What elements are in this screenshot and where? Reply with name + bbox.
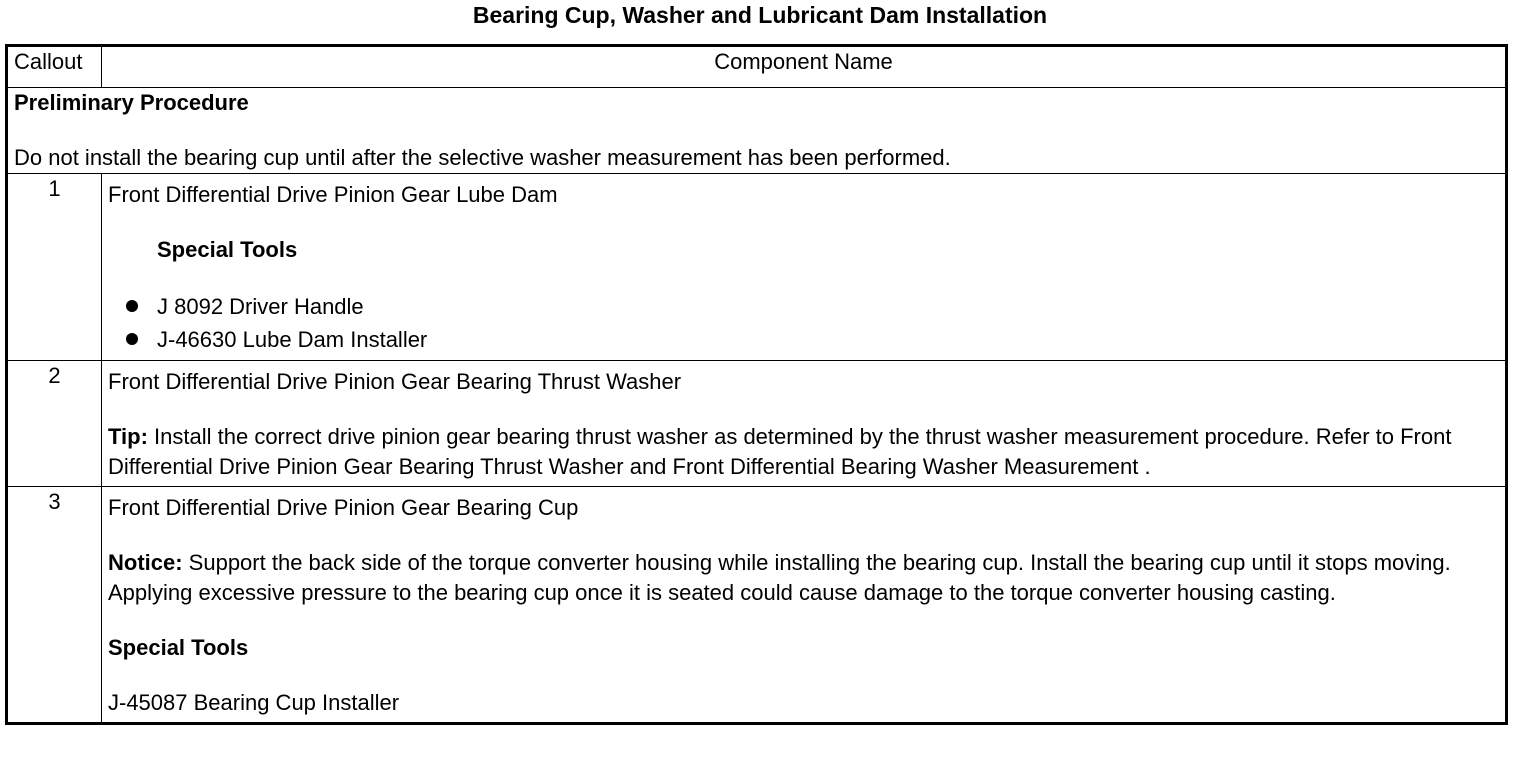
tip-text: Install the correct drive pinion gear bearing thrust washer as determined by the thrust washer measurement procedure. Refer to Front Differential Drive Pinion Gear Bearing Thrust Washer and Front Differential Bearing Washer Measurement . xyxy=(108,424,1452,479)
special-tools-heading: Special Tools xyxy=(157,237,298,262)
notice-paragraph xyxy=(108,548,1499,608)
bullet-icon xyxy=(126,300,138,312)
tip-paragraph xyxy=(108,422,1499,482)
special-tools-list xyxy=(108,290,1499,356)
callout-number: 1 xyxy=(7,174,102,361)
list-item xyxy=(126,290,1499,323)
preliminary-cell xyxy=(7,88,1507,174)
component-name: Front Differential Drive Pinion Gear Bearing Cup xyxy=(108,495,579,520)
tool-name: J-46630 Lube Dam Installer xyxy=(157,327,428,352)
tool-name: J-45087 Bearing Cup Installer xyxy=(108,690,400,715)
notice-label: Notice: xyxy=(108,550,183,575)
component-cell xyxy=(102,174,1507,361)
table-header-row xyxy=(7,46,1507,88)
table-row xyxy=(7,487,1507,724)
special-tools-heading: Special Tools xyxy=(108,635,249,660)
preliminary-text: Do not install the bearing cup until after the selective washer measurement has been performed. xyxy=(14,145,951,170)
table-row xyxy=(7,361,1507,487)
component-name: Front Differential Drive Pinion Gear Lube Dam xyxy=(108,182,558,207)
list-item xyxy=(126,323,1499,356)
notice-text: Support the back side of the torque converter housing while installing the bearing cup. Install the bearing cup until it stops moving. Applying excessive pressure to the bearing cup once it is seated could cause damage to the torque converter housing casting. xyxy=(108,550,1451,605)
tool-name: J 8092 Driver Handle xyxy=(157,294,364,319)
callout-number: 3 xyxy=(7,487,102,724)
table-row xyxy=(7,174,1507,361)
component-cell xyxy=(102,487,1507,724)
component-name: Front Differential Drive Pinion Gear Bearing Thrust Washer xyxy=(108,369,682,394)
column-header-component: Component Name xyxy=(102,46,1507,88)
bullet-icon xyxy=(126,333,138,345)
callout-number: 2 xyxy=(7,361,102,487)
preliminary-heading: Preliminary Procedure xyxy=(14,90,249,115)
column-header-callout: Callout xyxy=(7,46,102,88)
tip-label: Tip: xyxy=(108,424,148,449)
page-title: Bearing Cup, Washer and Lubricant Dam Installation xyxy=(472,2,1048,28)
procedure-table xyxy=(5,44,1508,725)
preliminary-row xyxy=(7,88,1507,174)
component-cell xyxy=(102,361,1507,487)
